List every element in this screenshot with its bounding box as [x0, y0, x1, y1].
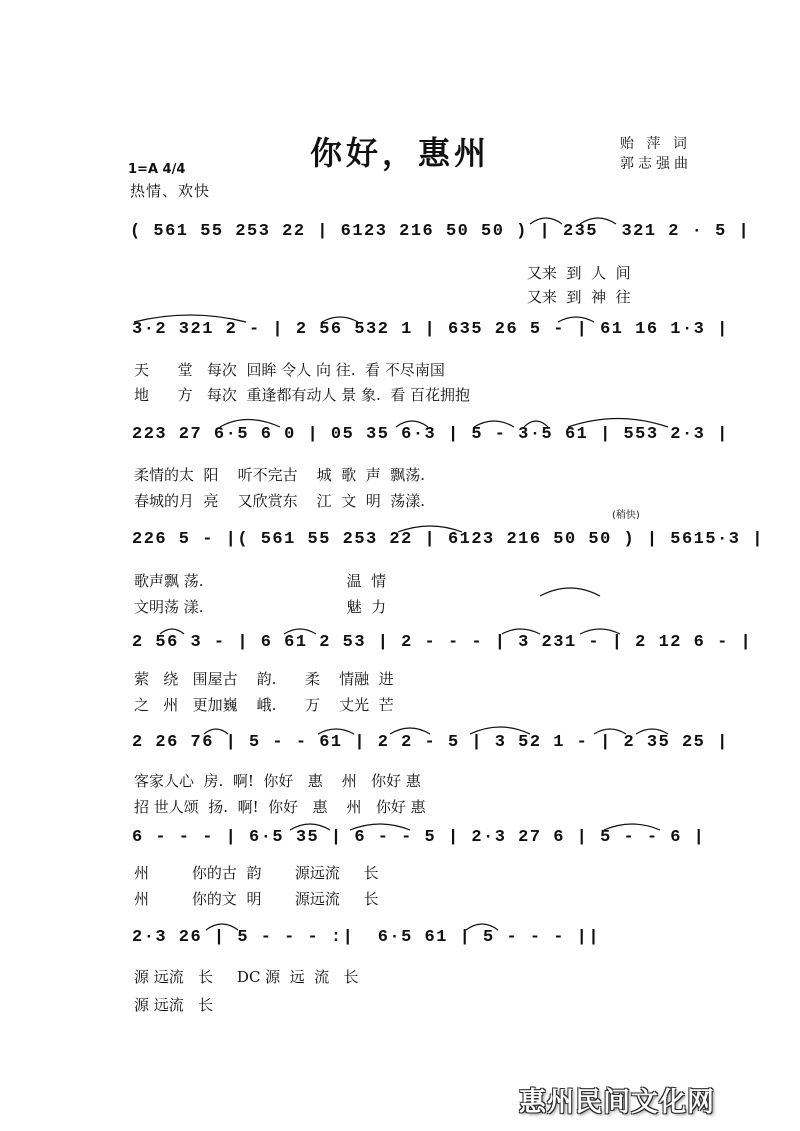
song-title: 你好，惠州 [309, 134, 490, 172]
lyric-line-4a: 歌声飘 荡. 温 情 [134, 572, 387, 590]
site-watermark: 惠州民间文化网 [519, 1087, 715, 1118]
lyric-line-8a: 源 远流 长 DC 源 远 流 长 [134, 968, 359, 986]
key-signature: 1=A 4/4 [128, 162, 186, 177]
staff-line-5: 2 56 3 - | 6 61 2 53 | 2 - - - | 3 231 - | 2 12 6 - | [132, 633, 753, 652]
lyric-line-4b: 文明荡 漾. 魅 力 [134, 598, 387, 616]
tempo-change-note: (稍快) [612, 510, 640, 521]
composer-credit: 郭志强曲 [620, 156, 692, 172]
tempo-marking: 热情、欢快 [130, 182, 211, 200]
staff-line-6: 2 26 76 | 5 - - 61 | 2 2 - 5 | 3 52 1 - | 2 35 25 | [132, 733, 729, 752]
lyric-line-2a: 天 堂 每次 回眸 令人 向 往. 看 不尽南国 [134, 361, 445, 379]
lyric-line-3a: 柔情的太 阳 听不完古 城 歌 声 飘荡. [134, 466, 426, 484]
lyric-line-1a: 又来 到 人 间 [527, 264, 631, 282]
lyric-line-7a: 州 你的古 韵 源远流 长 [134, 864, 379, 882]
staff-line-4: 226 5 - |( 561 55 253 22 | 6123 216 50 50 ) | 5615·3 | [132, 530, 764, 549]
lyric-line-6b: 招 世人颂 扬. 啊! 你好 惠 州 你好 惠 [134, 798, 426, 816]
lyric-line-3b: 春城的月 亮 又欣赏东 江 文 明 荡漾. [134, 492, 426, 510]
lyric-line-1b: 又来 到 神 往 [527, 288, 631, 306]
staff-line-3: 223 27 6·5 6 0 | 05 35 6·3 | 5 - 3·5 61 | 553 2·3 | [132, 425, 729, 444]
lyric-line-5b: 之 州 更加巍 峨. 万 丈光 芒 [134, 696, 394, 714]
staff-line-8: 2·3 26 | 5 - - - :| 6·5 61 | 5 - - - || [132, 928, 601, 947]
lyric-line-7b: 州 你的文 明 源远流 长 [134, 890, 379, 908]
lyric-line-8b: 源 远流 长 [134, 996, 214, 1014]
staff-line-2: 3·2 321 2 - | 2 56 532 1 | 635 26 5 - | 61 16 1·3 | [132, 320, 729, 339]
staff-line-7: 6 - - - | 6·5 35 | 6 - - 5 | 2·3 27 6 | 5 - - 6 | [132, 828, 706, 847]
lyricist-credit: 贻 萍 词 [620, 136, 691, 152]
lyric-line-2b: 地 方 每次 重逢都有动人 景 象. 看 百花拥抱 [134, 386, 471, 404]
lyric-line-6a: 客家人心 房. 啊! 你好 惠 州 你好 惠 [134, 772, 421, 790]
lyric-line-5a: 萦 绕 围屋古 韵. 柔 情融 进 [134, 670, 394, 688]
staff-line-1: ( 561 55 253 22 | 6123 216 50 50 ) | 235 321 2 · 5 | [130, 222, 751, 241]
